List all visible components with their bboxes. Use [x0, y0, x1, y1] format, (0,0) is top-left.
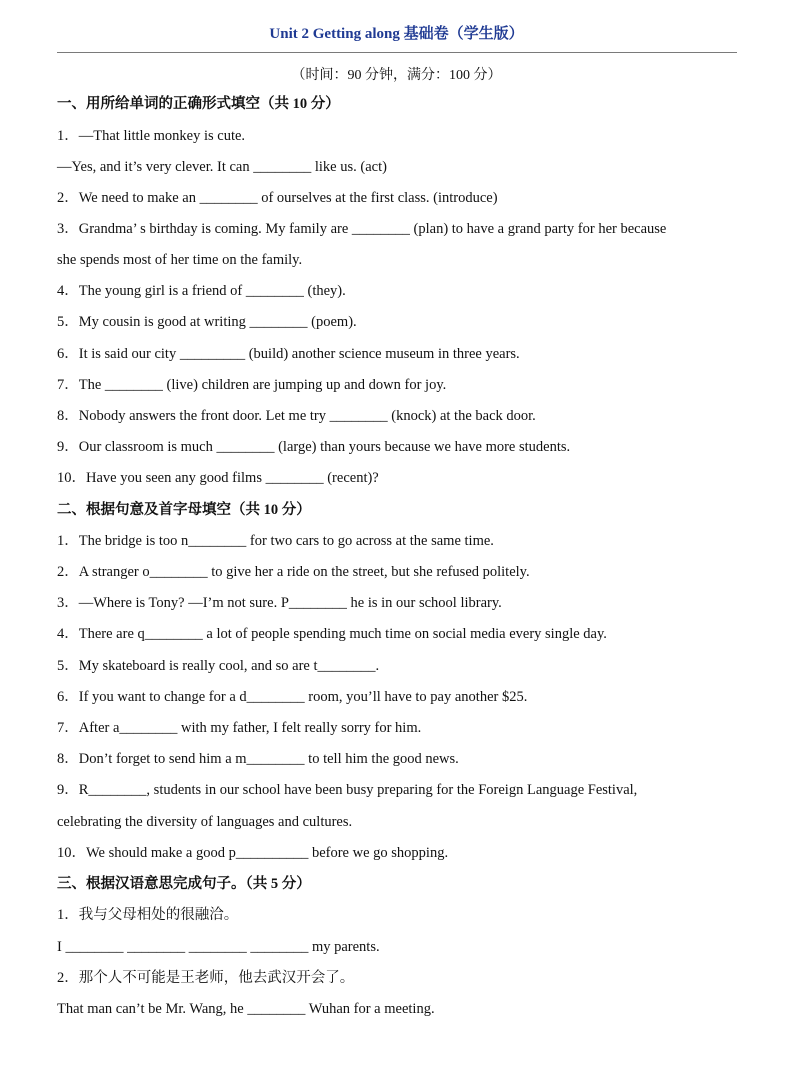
s2-line: 7．After a________ with my father, I felt really sorry for him. — [57, 720, 422, 736]
s1-line: 3．Grandma’ s birthday is coming. My family are ________ (plan) to have a grand party for her because — [57, 221, 667, 237]
s2-line: 4．There are q________ a lot of people spending much time on social media every single day. — [57, 626, 607, 642]
s1-line: 9．Our classroom is much ________ (large) than yours because we have more students. — [57, 439, 571, 455]
s2-line: 9．R________, students in our school have been busy preparing for the Foreign Language Festival, — [57, 782, 638, 798]
s1-line: 6．It is said our city _________ (build) another science museum in three years. — [57, 346, 520, 362]
section-3-heading: 三、根据汉语意思完成句子。（共 5 分） — [57, 876, 311, 892]
s3-line: 2．那个人不可能是王老师，他去武汉开会了。 — [57, 970, 355, 986]
s2-line: 8．Don’t forget to send him a m________ to tell him the good news. — [57, 751, 459, 767]
s2-line: 2．A stranger o________ to give her a ride on the street, but she refused politely. — [57, 564, 530, 580]
s1-line: 2．We need to make an ________ of ourselves at the first class. (introduce) — [57, 190, 498, 206]
s1-line: 8．Nobody answers the front door. Let me try ________ (knock) at the back door. — [57, 408, 536, 424]
s2-line: 6．If you want to change for a d________ room, you’ll have to pay another $25. — [57, 689, 528, 705]
s1-line: 7．The ________ (live) children are jumping up and down for joy. — [57, 377, 447, 393]
s3-line: I ________ ________ ________ ________ my parents. — [57, 939, 380, 955]
section-1-heading: 一、用所给单词的正确形式填空（共 10 分） — [57, 96, 340, 112]
s1-line: she spends most of her time on the family. — [57, 252, 303, 268]
s2-line: 1．The bridge is too n________ for two cars to go across at the same time. — [57, 533, 494, 549]
s2-line: 3．—Where is Tony? —I’m not sure. P________ he is in our school library. — [57, 595, 502, 611]
exam-time-score: （时间：90 分钟，满分：100 分） — [291, 68, 502, 83]
title-divider — [57, 52, 737, 53]
s1-line: 10．Have you seen any good films ________ (recent)? — [57, 470, 379, 486]
s2-line: 10．We should make a good p__________ before we go shopping. — [57, 845, 449, 861]
s3-line: That man can’t be Mr. Wang, he ________ Wuhan for a meeting. — [57, 1001, 435, 1017]
section-2-heading: 二、根据句意及首字母填空（共 10 分） — [57, 502, 311, 518]
s1-line: —Yes, and it’s very clever. It can ________ like us. (act) — [57, 159, 387, 175]
s2-line: 5．My skateboard is really cool, and so are t________. — [57, 658, 380, 674]
s3-line: 1．我与父母相处的很融洽。 — [57, 907, 239, 923]
s1-line: 4．The young girl is a friend of ________ (they). — [57, 283, 346, 299]
s2-line: celebrating the diversity of languages and cultures. — [57, 814, 353, 830]
s1-line: 5．My cousin is good at writing ________ (poem). — [57, 314, 357, 330]
s1-line: 1．—That little monkey is cute. — [57, 128, 246, 144]
document-title: Unit 2 Getting along 基础卷（学生版） — [269, 26, 524, 42]
